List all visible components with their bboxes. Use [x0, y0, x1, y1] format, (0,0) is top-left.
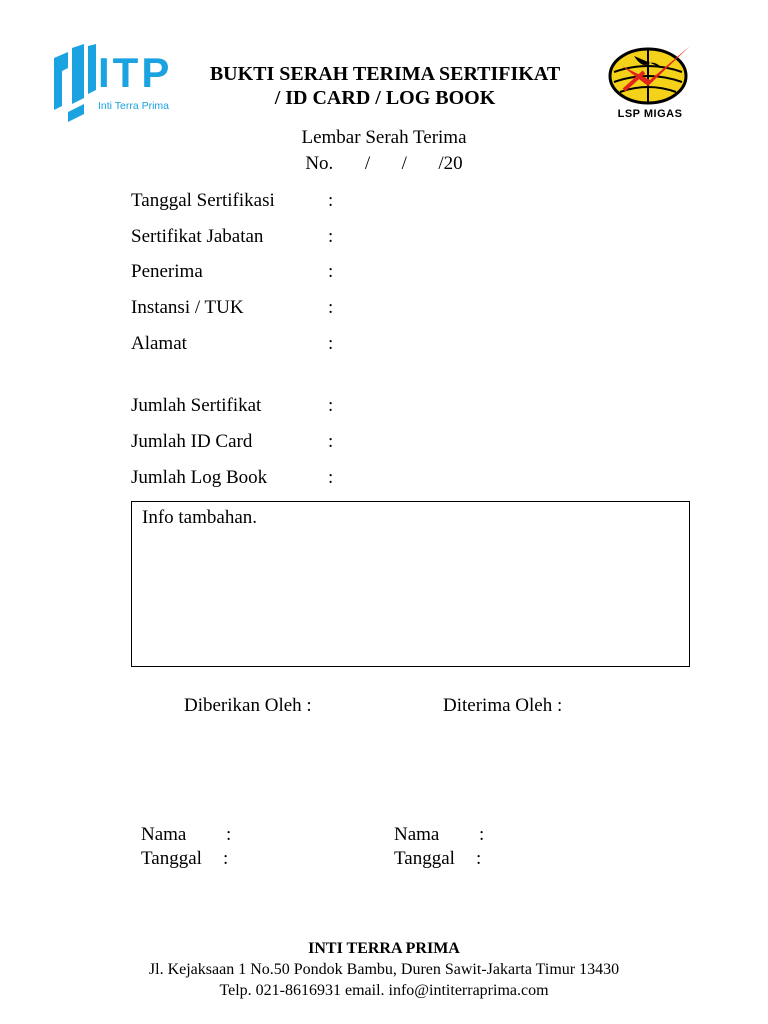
- field-colon: :: [328, 190, 334, 211]
- receiver-date-colon: :: [476, 848, 482, 869]
- info-tambahan-label: Info tambahan.: [142, 507, 258, 528]
- giver-name-colon: :: [226, 824, 232, 845]
- number-separator-2: /: [401, 153, 407, 174]
- field-label-sertifikat-jabatan: Sertifikat Jabatan: [131, 226, 264, 247]
- field-label-penerima: Penerima: [131, 261, 203, 282]
- lsp-migas-caption: LSP MIGAS: [617, 108, 683, 120]
- footer-address: Jl. Kejaksaan 1 No.50 Pondok Bambu, Duren Sawit-Jakarta Timur 13430: [148, 961, 620, 978]
- number-label: No.: [305, 153, 334, 174]
- itp-logo: [50, 44, 173, 122]
- itp-logo-subtext: Inti Terra Prima: [98, 100, 169, 112]
- giver-date-label: Tanggal: [141, 848, 202, 869]
- field-label-jumlah-sertifikat: Jumlah Sertifikat: [131, 395, 262, 416]
- field-label-tanggal-sertifikasi: Tanggal Sertifikasi: [131, 190, 275, 211]
- field-label-alamat: Alamat: [131, 333, 187, 354]
- footer-company-name: INTI TERRA PRIMA: [308, 940, 460, 957]
- subtitle: Lembar Serah Terima: [301, 127, 467, 148]
- field-label-jumlah-id-card: Jumlah ID Card: [131, 431, 253, 452]
- field-colon: :: [328, 333, 334, 354]
- receiver-name-label: Nama: [394, 824, 440, 845]
- lsp-migas-emblem-icon: [604, 42, 696, 108]
- footer-contact: Telp. 021-8616931 email. info@intiterraprima.com: [219, 982, 549, 999]
- info-tambahan-box[interactable]: [131, 501, 690, 667]
- field-label-jumlah-log-book: Jumlah Log Book: [131, 467, 268, 488]
- itp-logo-text: ITP: [98, 49, 173, 96]
- itp-emblem-icon: [50, 44, 98, 122]
- field-colon: :: [328, 467, 334, 488]
- giver-heading: Diberikan Oleh :: [184, 695, 312, 716]
- field-colon: :: [328, 431, 334, 452]
- giver-date-colon: :: [223, 848, 229, 869]
- field-label-instansi-tuk: Instansi / TUK: [131, 297, 244, 318]
- number-year-suffix: /20: [438, 153, 463, 174]
- receiver-date-label: Tanggal: [394, 848, 455, 869]
- receiver-name-colon: :: [479, 824, 485, 845]
- receiver-heading: Diterima Oleh :: [443, 695, 563, 716]
- field-colon: :: [328, 395, 334, 416]
- number-separator-1: /: [364, 153, 371, 174]
- title-line-2: / ID CARD / LOG BOOK: [274, 87, 496, 109]
- document-title: [170, 62, 600, 110]
- document-number: [0, 151, 768, 177]
- field-colon: :: [328, 297, 334, 318]
- field-colon: :: [328, 261, 334, 282]
- title-line-1: BUKTI SERAH TERIMA SERTIFIKAT: [209, 63, 561, 85]
- giver-name-label: Nama: [141, 824, 187, 845]
- lsp-migas-logo: [604, 42, 696, 122]
- field-colon: :: [328, 226, 334, 247]
